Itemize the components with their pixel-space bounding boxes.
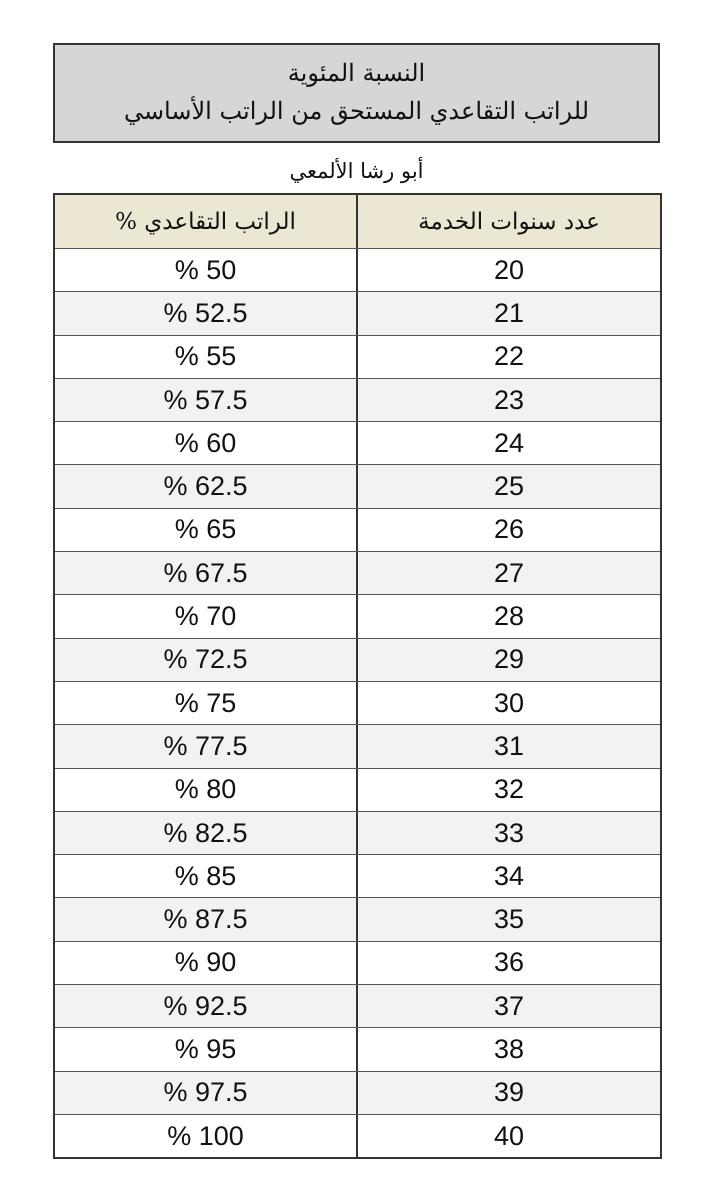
- cell-service-years: 29: [493, 644, 525, 675]
- cell-service-years: 20: [493, 254, 525, 285]
- cell-service-years: 39: [493, 1077, 525, 1108]
- table-row: [55, 335, 660, 378]
- title-box: [53, 43, 660, 143]
- table-row: [55, 941, 660, 984]
- cell-pension-percent: % 70: [55, 595, 358, 637]
- cell-pension-percent: % 52.5: [55, 292, 358, 334]
- table-row: [55, 1114, 660, 1157]
- table-row: [55, 724, 660, 767]
- cell-pension-percent: % 80: [55, 769, 358, 811]
- cell-service-years: 22: [493, 341, 525, 372]
- table-row: [55, 811, 660, 854]
- cell-service-years: 30: [493, 687, 525, 718]
- cell-service-years: 23: [493, 384, 525, 415]
- table-row: [55, 1027, 660, 1070]
- cell-pension-percent: % 90: [55, 942, 358, 984]
- cell-service-years: 31: [493, 730, 525, 761]
- cell-pension-percent: % 92.5: [55, 985, 358, 1027]
- cell-service-years: 27: [493, 557, 525, 588]
- cell-service-years: 28: [493, 601, 525, 632]
- cell-service-years: 37: [493, 990, 525, 1021]
- table-row: [55, 594, 660, 637]
- table-row: [55, 768, 660, 811]
- table-row: [55, 897, 660, 940]
- cell-pension-percent: % 67.5: [55, 552, 358, 594]
- cell-service-years: 40: [493, 1120, 525, 1151]
- table-row: [55, 378, 660, 421]
- table-row: [55, 248, 660, 291]
- cell-service-years: 21: [493, 297, 525, 328]
- cell-pension-percent: % 50: [55, 249, 358, 291]
- cell-pension-percent: % 55: [55, 336, 358, 378]
- table-row: [55, 464, 660, 507]
- cell-service-years: 35: [493, 904, 525, 935]
- header-pension-percent: الراتب التقاعدي %: [55, 195, 358, 248]
- title-line-1: النسبة المئوية: [287, 59, 426, 87]
- cell-pension-percent: % 62.5: [55, 465, 358, 507]
- cell-service-years: 33: [493, 817, 525, 848]
- cell-service-years: 34: [493, 860, 525, 891]
- cell-service-years: 38: [493, 1033, 525, 1064]
- cell-service-years: 26: [493, 514, 525, 545]
- cell-pension-percent: % 97.5: [55, 1072, 358, 1114]
- table-row: [55, 551, 660, 594]
- cell-service-years: 25: [493, 471, 525, 502]
- cell-pension-percent: % 65: [55, 509, 358, 551]
- table-row: [55, 1071, 660, 1114]
- cell-service-years: 24: [493, 427, 525, 458]
- cell-pension-percent: % 75: [55, 682, 358, 724]
- cell-pension-percent: % 85: [55, 855, 358, 897]
- table-row: [55, 508, 660, 551]
- cell-pension-percent: % 60: [55, 422, 358, 464]
- table-row: [55, 291, 660, 334]
- cell-pension-percent: % 77.5: [55, 725, 358, 767]
- cell-pension-percent: % 57.5: [55, 379, 358, 421]
- pension-table: [53, 193, 662, 1159]
- table-row: [55, 854, 660, 897]
- header-service-years: عدد سنوات الخدمة: [418, 208, 600, 235]
- table-row: [55, 638, 660, 681]
- table-header-row: [55, 195, 660, 248]
- author-name: أبو رشا الألمعي: [289, 159, 424, 183]
- cell-pension-percent: % 87.5: [55, 898, 358, 940]
- title-line-2: للراتب التقاعدي المستحق من الراتب الأساسي: [123, 97, 590, 125]
- cell-service-years: 36: [493, 947, 525, 978]
- table-row: [55, 984, 660, 1027]
- cell-pension-percent: % 72.5: [55, 639, 358, 681]
- cell-pension-percent: % 82.5: [55, 812, 358, 854]
- cell-pension-percent: % 95: [55, 1028, 358, 1070]
- cell-service-years: 32: [493, 774, 525, 805]
- table-row: [55, 681, 660, 724]
- cell-pension-percent: % 100: [55, 1115, 358, 1157]
- table-row: [55, 421, 660, 464]
